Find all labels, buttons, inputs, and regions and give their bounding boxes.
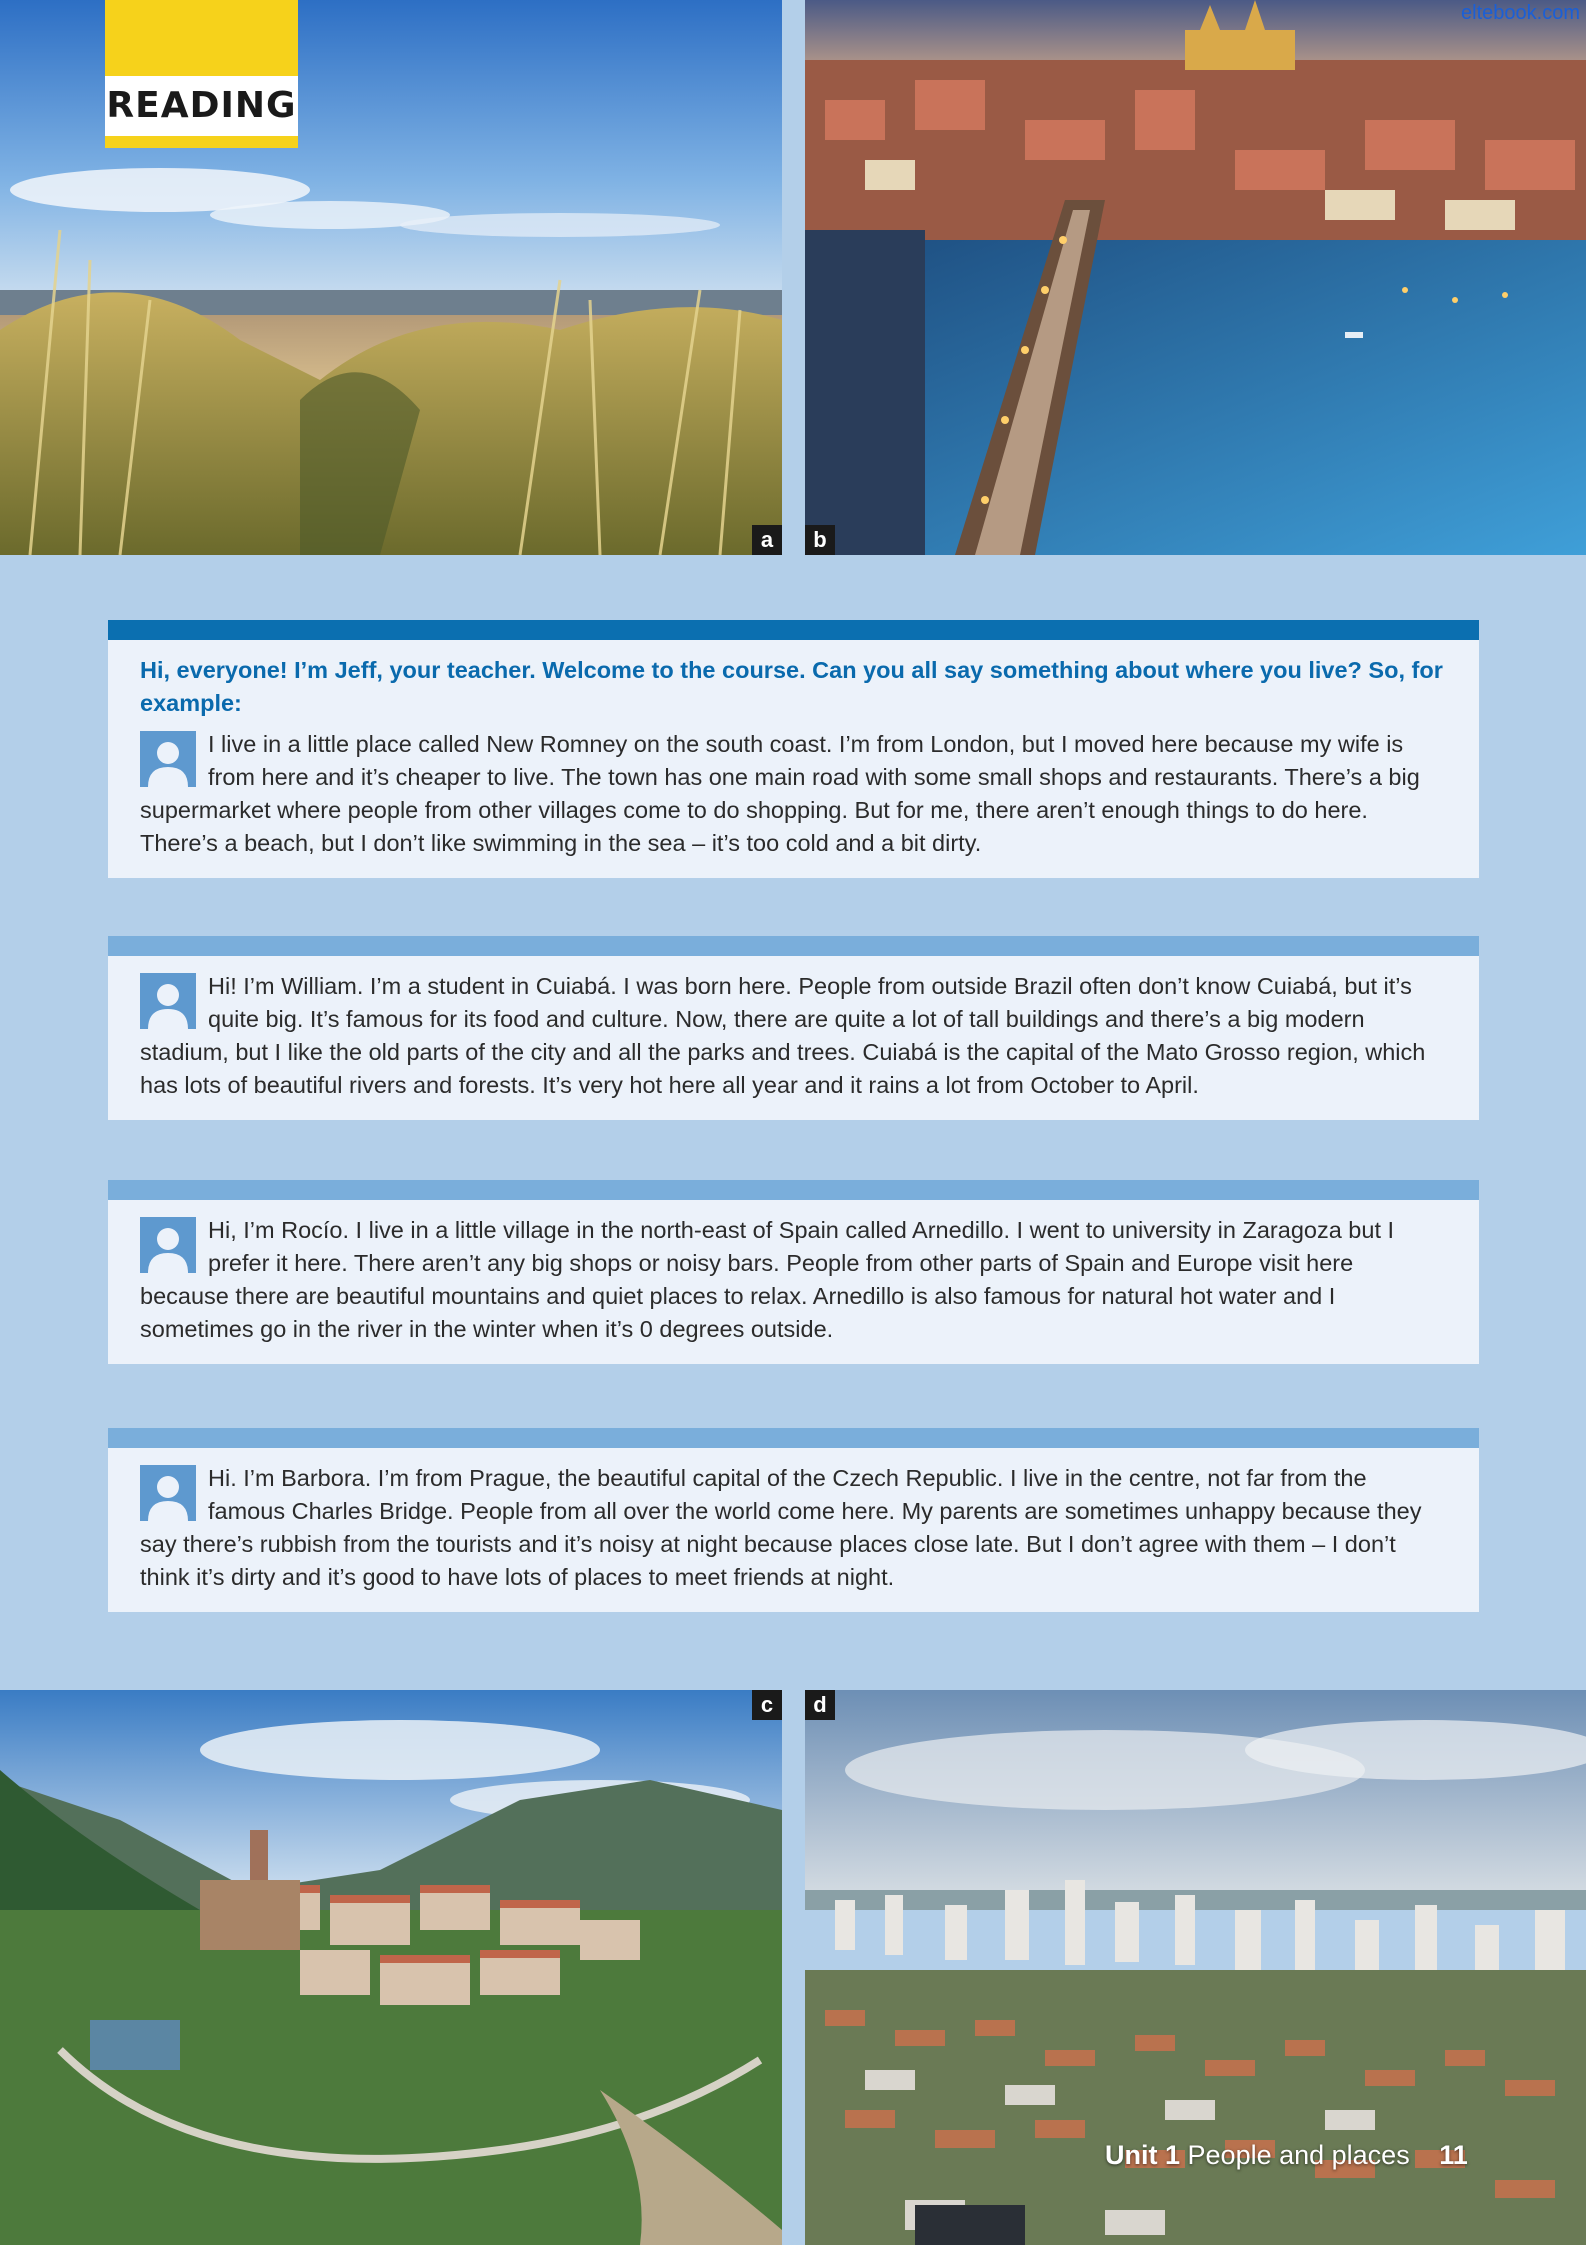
avatar-icon: [140, 1217, 196, 1273]
post-william: [108, 936, 1479, 1120]
section-label: [105, 0, 298, 148]
footer-title: People and places: [1187, 2140, 1410, 2170]
post-header-bar: [108, 1428, 1479, 1448]
page-number: 11: [1439, 2140, 1468, 2170]
photo-arnedillo-village: [0, 1690, 782, 2245]
avatar-icon: [140, 1465, 196, 1521]
post-rocio: [108, 1180, 1479, 1364]
post-text: Hi. I’m Barbora. I’m from Prague, the beautiful capital of the Czech Republic. I live in the centre, not far from the famous Charles Bridge. People from all over the world come here. My parents are sometimes unhappy because they say there’s rubbish from the tourists and it’s noisy at night because places close late. But I don’t agree with them – I don’t think it’s dirty and it’s good to have lots of places to meet friends at night.: [140, 1465, 1422, 1590]
photo-label-c: c: [752, 1690, 782, 1720]
photo-label-d: d: [805, 1690, 835, 1720]
post-header-bar: [108, 620, 1479, 640]
section-label-text: READING: [105, 76, 298, 136]
post-header-bar: [108, 1180, 1479, 1200]
photo-label-b: b: [805, 525, 835, 555]
page-footer: [1105, 2140, 1468, 2171]
photo-label-a: a: [752, 525, 782, 555]
avatar-icon: [140, 731, 196, 787]
avatar-icon: [140, 973, 196, 1029]
watermark-link[interactable]: eltebook.com: [1461, 2, 1580, 24]
post-header-bar: [108, 936, 1479, 956]
footer-unit: Unit 1: [1105, 2140, 1181, 2170]
post-barbora: [108, 1428, 1479, 1612]
post-teacher-jeff: [108, 620, 1479, 878]
post-text: Hi, I’m Rocío. I live in a little village in the north-east of Spain called Arnedillo. I went to university in Zaragoza but I prefer it here. There aren’t any big shops or noisy bars. People from other parts of Spain and Europe visit here because there are beautiful mountains and quiet places to relax. Arnedillo is also famous for natural hot water and I sometimes go in the river in the winter when it’s 0 degrees outside.: [140, 1217, 1395, 1342]
post-intro: Hi, everyone! I’m Jeff, your teacher. Welcome to the course. Can you all say something about where you live? So, for example:: [140, 657, 1443, 716]
post-text: I live in a little place called New Romney on the south coast. I’m from London, but I moved here because my wife is from here and it’s cheaper to live. The town has one main road with some small shops and restaurants. There’s a big supermarket where people from other villages come to do shopping. But for me, there aren’t enough things to do here. There’s a beach, but I don’t like swimming in the sea – it’s too cold and a bit dirty.: [140, 731, 1420, 856]
photo-prague-charles-bridge: [805, 0, 1586, 555]
post-text: Hi! I’m William. I’m a student in Cuiabá. I was born here. People from outside Brazil often don’t know Cuiabá, but it’s quite big. It’s famous for its food and culture. Now, there are quite a lot of tall buildings and there’s a big modern stadium, but I like the old parts of the city and all the parks and trees. Cuiabá is the capital of the Mato Grosso region, which has lots of beautiful rivers and forests. It’s very hot here all year and it rains a lot from October to April.: [140, 973, 1426, 1098]
